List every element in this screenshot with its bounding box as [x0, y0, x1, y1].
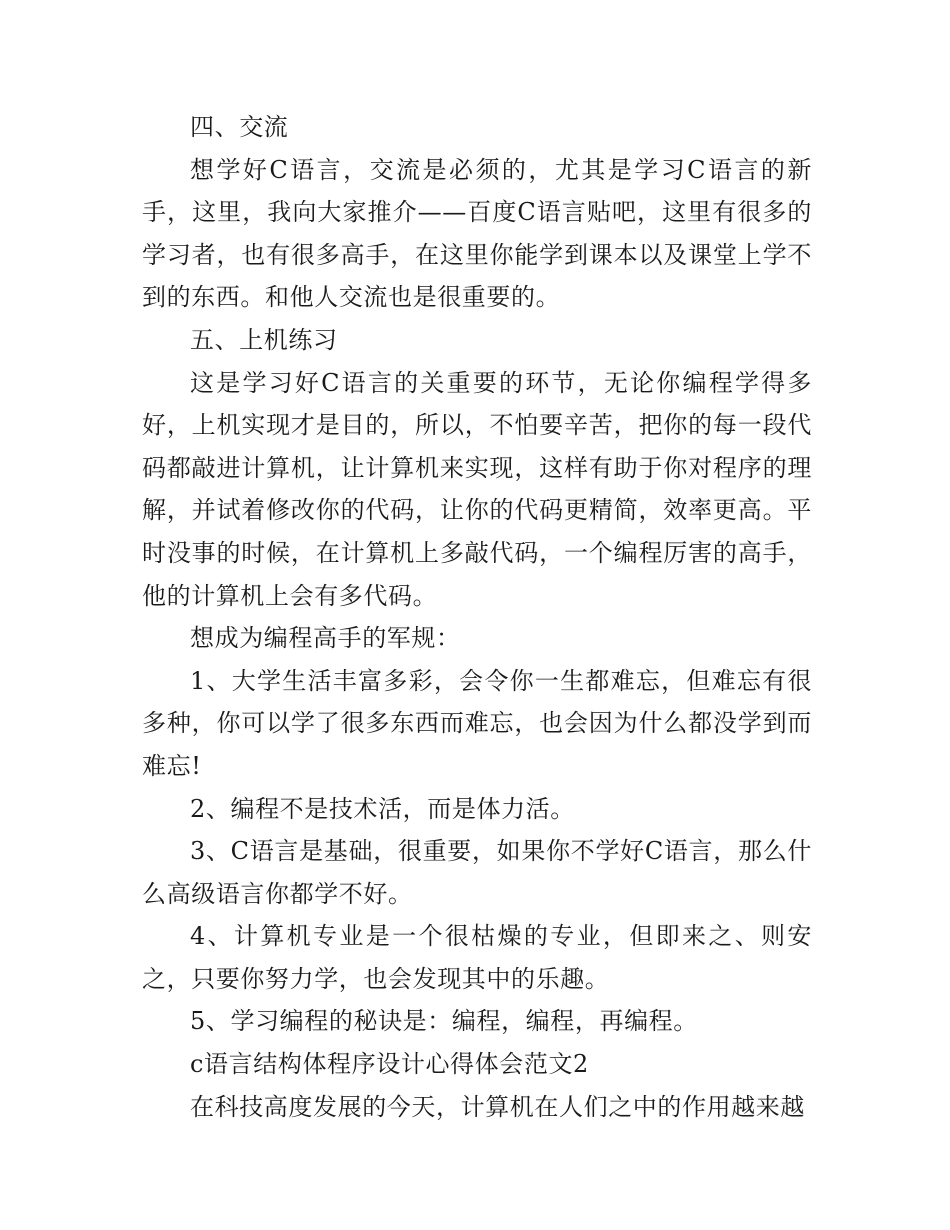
rules-heading: 想成为编程高手的军规： [190, 624, 461, 653]
document-body [142, 106, 812, 1128]
rule-item-5: 5、学习编程的秘诀是：编程，编程，再编程。 [190, 1007, 698, 1036]
paragraph-essay-2-intro: 在科技高度发展的今天，计算机在人们之中的作用越来越 [190, 1092, 805, 1121]
rule-item-3: 3、C语言是基础，很重要，如果你不学好C语言，那么什么高级语言你都学不好。 [142, 837, 812, 908]
paragraph-practice: 这是学习好C语言的关重要的环节，无论你编程学得多好，上机实现才是目的，所以，不怕要辛苦，把你的每一段代码都敲进计算机，让计算机来实现，这样有助于你对程序的理解，并试着修改你的代码，让你的代码更精简，效率更高。平时没事的时候，在计算机上多敲代码，一个编程厉害的高手，他的计算机上会有多代码。 [142, 368, 812, 610]
rule-item-4: 4、计算机专业是一个很枯燥的专业，但即来之、则安之，只要你努力学，也会发现其中的乐趣。 [142, 922, 812, 993]
section-heading-communication: 四、交流 [190, 113, 289, 141]
rule-item-2: 2、编程不是技术活，而是体力活。 [190, 794, 575, 823]
section-heading-practice: 五、上机练习 [190, 325, 338, 354]
rule-item-1: 1、大学生活丰富多彩，会令你一生都难忘，但难忘有很多种，你可以学了很多东西而难忘，也会因为什么都没学到而难忘! [142, 666, 812, 780]
paragraph-communication: 想学好C语言，交流是必须的，尤其是学习C语言的新手，这里，我向大家推介——百度C语言贴吧，这里有很多的学习者，也有很多高手，在这里你能学到课本以及课堂上学不到的东西。和他人交流也是很重要的。 [142, 155, 812, 312]
essay-title-2: c语言结构体程序设计心得体会范文2 [190, 1050, 589, 1079]
